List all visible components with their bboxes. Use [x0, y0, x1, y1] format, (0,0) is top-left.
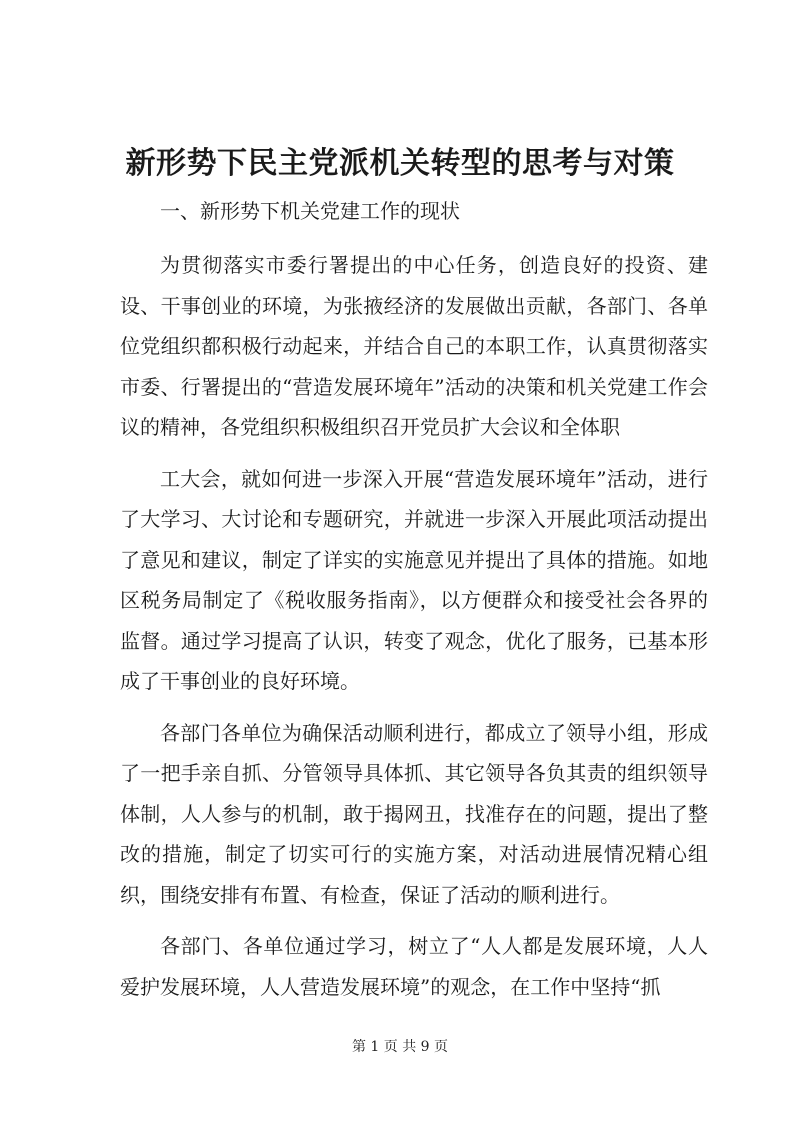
document-body	[120, 191, 708, 1007]
section-heading: 一、新形势下机关党建工作的现状	[160, 199, 460, 223]
body-paragraph-2: 工大会，就如何进一步深入开展“营造发展环境年”活动，进行了大学习、大讨论和专题研究，并就进一步深入开展此项活动提出了意见和建议，制定了详实的实施意见并提出了具体的措施。如地区税务局制定了《税收服务指南》，以方便群众和接受社会各界的监督。通过学习提高了认识，转变了观念，优化了服务，已基本形成了干事创业的良好环境。	[120, 466, 708, 693]
body-paragraph-1: 为贯彻落实市委行署提出的中心任务，创造良好的投资、建设、干事创业的环境，为张掖经济的发展做出贡献，各部门、各单位党组织都积极行动起来，并结合自己的本职工作，认真贯彻落实市委、行署提出的“营造发展环境年”活动的决策和机关党建工作会议的精神，各党组织积极组织召开党员扩大会议和全体职	[120, 253, 708, 439]
document-title: 新形势下民主党派机关转型的思考与对策	[125, 146, 675, 181]
body-paragraph-3: 各部门各单位为确保活动顺利进行，都成立了领导小组，形成了一把手亲自抓、分管领导具体抓、其它领导各负其责的组织领导体制，人人参与的机制，敢于揭网丑，找准存在的问题，提出了整改的措施，制定了切实可行的实施方案，对活动进展情况精心组织，围绕安排有布置、有检查，保证了活动的顺利进行。	[120, 720, 708, 907]
body-paragraph-4: 各部门、各单位通过学习，树立了“人人都是发展环境，人人爱护发展环境，人人营造发展环境”的观念，在工作中坚持“抓	[120, 934, 708, 999]
page-footer: 第 1 页 共 9 页	[351, 1039, 449, 1055]
